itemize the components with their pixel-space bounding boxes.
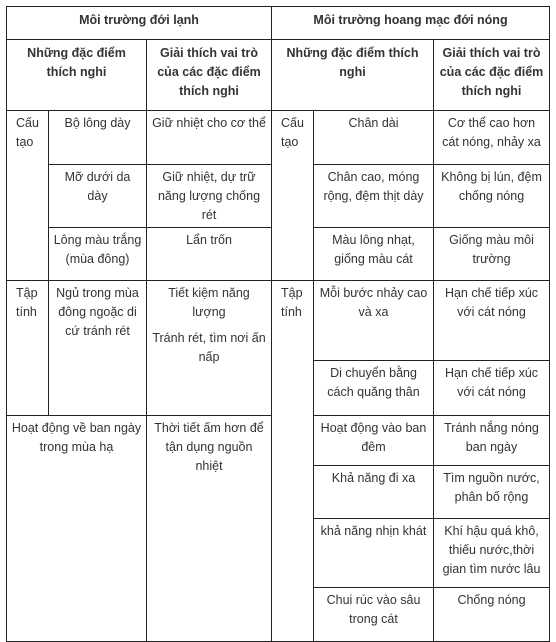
hot-feature-header: Những đặc điểm thích nghi xyxy=(272,40,434,111)
hot-feature-cell: Màu lông nhạt, giống màu cát xyxy=(314,228,434,281)
cold-explain-header: Giải thích vai trò của các đặc điểm thích nghi xyxy=(147,40,272,111)
cold-feature-cell: Mỡ dưới da dày xyxy=(49,165,147,228)
hot-feature-cell: Di chuyển bằng cách quăng thân xyxy=(314,361,434,416)
hot-feature-cell: Mỗi bước nhảy cao và xa xyxy=(314,281,434,361)
hot-feature-cell: Hoạt động vào ban đêm xyxy=(314,416,434,466)
hot-explain-cell: Cơ thể cao hơn cát nóng, nhảy xa xyxy=(434,111,550,165)
adaptation-table-container xyxy=(6,6,550,642)
hot-feature-cell: Chân dài xyxy=(314,111,434,165)
hot-behavior-label: Tập tính xyxy=(272,281,314,642)
cold-explain-cell: Giữ nhiệt, dự trữ năng lượng chống rét xyxy=(147,165,272,228)
hot-explain-cell: Không bị lún, đệm chống nóng xyxy=(434,165,550,228)
table-row xyxy=(7,281,550,361)
cold-feature-cell: Ngủ trong mùa đông ngoặc di cứ tránh rét xyxy=(49,281,147,416)
cold-feature-cell: Bộ lông dày xyxy=(49,111,147,165)
hot-explain-cell: Khí hậu quá khô, thiếu nước,thời gian tìm nước lâu xyxy=(434,519,550,588)
hot-desert-environment-title: Môi trường hoang mạc đới nóng xyxy=(272,7,550,40)
hot-explain-cell: Chống nóng xyxy=(434,588,550,642)
cold-feature-cell: Lông màu trắng (mùa đông) xyxy=(49,228,147,281)
cold-environment-title: Môi trường đới lạnh xyxy=(7,7,272,40)
hot-explain-header: Giải thích vai trò của các đặc điểm thích nghi xyxy=(434,40,550,111)
cold-behavior-label: Tập tính xyxy=(7,281,49,416)
cold-explain-line: Tránh rét, tìm nơi ấn nấp xyxy=(152,331,266,364)
hot-explain-cell: Giống màu môi trường xyxy=(434,228,550,281)
hot-explain-cell: Tìm nguồn nước, phân bố rộng xyxy=(434,466,550,519)
column-header-row xyxy=(7,40,550,111)
cold-structure-label: Cấu tạo xyxy=(7,111,49,281)
cold-explain-cell: Lẩn trốn xyxy=(147,228,272,281)
title-row xyxy=(7,7,550,40)
cold-explain-cell: Giữ nhiệt cho cơ thể xyxy=(147,111,272,165)
hot-structure-label: Cấu tạo xyxy=(272,111,314,281)
hot-explain-cell: Tránh nắng nóng ban ngày xyxy=(434,416,550,466)
table-row xyxy=(7,111,550,165)
hot-explain-cell: Hạn chế tiếp xúc với cát nóng xyxy=(434,281,550,361)
cold-explain-line: Tiết kiệm năng lượng xyxy=(168,286,250,319)
hot-feature-cell: Chui rúc vào sâu trong cát xyxy=(314,588,434,642)
hot-feature-cell: khả năng nhịn khát xyxy=(314,519,434,588)
hot-feature-cell: Chân cao, móng rộng, đệm thịt dày xyxy=(314,165,434,228)
hot-feature-cell: Khả năng đi xa xyxy=(314,466,434,519)
hot-explain-cell: Hạn chế tiếp xúc với cát nóng xyxy=(434,361,550,416)
cold-feature-header: Những đặc điểm thích nghi xyxy=(7,40,147,111)
adaptation-table xyxy=(6,6,550,642)
cold-feature-cell: Hoạt động về ban ngày trong mùa hạ xyxy=(7,416,147,642)
cold-explain-cell xyxy=(147,281,272,416)
cold-explain-cell: Thời tiết ấm hơn để tận dụng nguồn nhiệt xyxy=(147,416,272,642)
